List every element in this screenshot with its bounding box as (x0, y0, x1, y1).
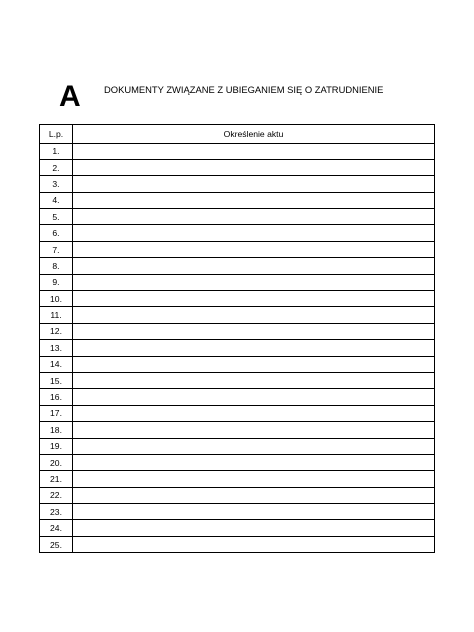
row-description (73, 454, 435, 470)
row-number: 18. (40, 422, 73, 438)
table-row (40, 225, 435, 241)
row-number: 15. (40, 372, 73, 388)
row-number: 8. (40, 258, 73, 274)
row-number: 20. (40, 454, 73, 470)
row-number: 19. (40, 438, 73, 454)
table-row (40, 176, 435, 192)
row-number: 24. (40, 520, 73, 536)
row-number: 6. (40, 225, 73, 241)
row-number: 23. (40, 504, 73, 520)
row-description (73, 159, 435, 175)
table-row (40, 241, 435, 257)
row-description (73, 209, 435, 225)
table-row (40, 340, 435, 356)
row-number: 7. (40, 241, 73, 257)
row-description (73, 323, 435, 339)
row-description (73, 438, 435, 454)
table-row (40, 389, 435, 405)
table-row (40, 422, 435, 438)
row-description (73, 372, 435, 388)
row-description (73, 143, 435, 159)
table-row (40, 454, 435, 470)
row-number: 4. (40, 192, 73, 208)
section-title: DOKUMENTY ZWIĄZANE Z UBIEGANIEM SIĘ O ZATRUDNIENIE (104, 84, 384, 95)
table-row (40, 192, 435, 208)
row-description (73, 241, 435, 257)
row-description (73, 307, 435, 323)
row-description (73, 274, 435, 290)
row-number: 1. (40, 143, 73, 159)
row-number: 16. (40, 389, 73, 405)
row-description (73, 176, 435, 192)
table-row (40, 471, 435, 487)
row-number: 12. (40, 323, 73, 339)
row-description (73, 258, 435, 274)
row-description (73, 504, 435, 520)
row-number: 11. (40, 307, 73, 323)
table-row (40, 159, 435, 175)
table-row (40, 307, 435, 323)
table-row (40, 504, 435, 520)
table-row (40, 323, 435, 339)
row-description (73, 291, 435, 307)
table-row (40, 372, 435, 388)
table-row (40, 291, 435, 307)
row-number: 21. (40, 471, 73, 487)
row-number: 2. (40, 159, 73, 175)
row-description (73, 471, 435, 487)
table-row (40, 438, 435, 454)
table-row (40, 405, 435, 421)
row-description (73, 536, 435, 552)
table-row (40, 487, 435, 503)
table-row (40, 143, 435, 159)
table-row (40, 274, 435, 290)
table-row (40, 536, 435, 552)
documents-table (39, 124, 435, 553)
column-header-lp: L.p. (40, 125, 73, 144)
row-number: 5. (40, 209, 73, 225)
row-number: 14. (40, 356, 73, 372)
column-header-description: Określenie aktu (73, 125, 435, 144)
table-row (40, 520, 435, 536)
row-description (73, 340, 435, 356)
header-row (40, 125, 435, 144)
row-number: 17. (40, 405, 73, 421)
row-number: 9. (40, 274, 73, 290)
row-number: 3. (40, 176, 73, 192)
table-body (40, 143, 435, 553)
row-number: 13. (40, 340, 73, 356)
table-row (40, 258, 435, 274)
row-description (73, 356, 435, 372)
section-letter: A (59, 80, 81, 113)
row-description (73, 520, 435, 536)
table-header (40, 125, 435, 144)
row-description (73, 422, 435, 438)
row-description (73, 225, 435, 241)
row-number: 10. (40, 291, 73, 307)
table-row (40, 356, 435, 372)
row-description (73, 405, 435, 421)
row-number: 22. (40, 487, 73, 503)
row-number: 25. (40, 536, 73, 552)
row-description (73, 192, 435, 208)
table-row (40, 209, 435, 225)
row-description (73, 389, 435, 405)
row-description (73, 487, 435, 503)
